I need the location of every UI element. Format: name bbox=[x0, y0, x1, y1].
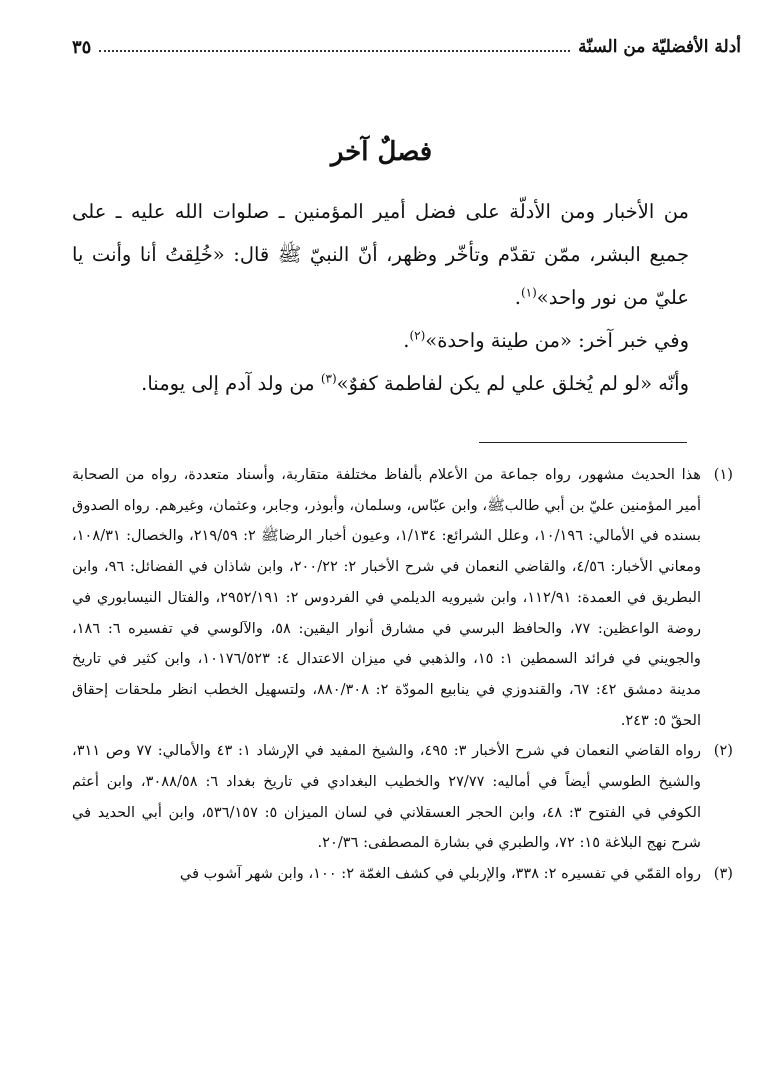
paragraph-1-end: . bbox=[514, 286, 521, 309]
running-header bbox=[72, 34, 741, 60]
paragraph-2 bbox=[72, 319, 729, 362]
paragraph-1-text: من الأخبار ومن الأدلّة على فضل أمير المؤمنين ـ صلوات الله عليه ـ على جميع البشر، ممّن تقدّم وتأخّر وظهر، أنّ النبيّ ﷺ قال: «خُلِقتُ أنا وأنت يا عليّ من نور واحد» bbox=[72, 200, 689, 309]
header-dot-leader bbox=[99, 50, 570, 52]
footnote-text: هذا الحديث مشهور، رواه جماعة من الأعلام بألفاظ مختلفة متقاربة، وأسناد متعددة، رواه من الصحابة أمير المؤمنين عليّ بن أبي طالبﷺ، وابن عبّاس، وسلمان، وأبوذر، وجابر، وعثمان، وغيرهم. رواه الصدوق بسنده في الأمالي: ١٠/١٩٦، وعلل الشرائع: ١/١٣٤، وعيون أخبار الرضاﷺ ٢: ٢١٩/٥٩، والخصال: ١٠٨/٣١، ومعاني الأخبار: ٤/٥٦، والقاضي النعمان في شرح الأخبار ٢: ٢٠٠/٢٢، وابن شاذان في الفضائل: ٩٦، وابن البطريق في العمدة: ١١٢/٩١، وابن شيرويه الديلمي في الفردوس ٢: ٢٩٥٢/١٩١، والفتال النيسابوري في روضة الواعظين: ٧٧، والحافظ البرسي في مشارق أنوار اليقين: ٥٨، والآلوسي في تفسيره ٦: ١٨٦، والجويني في فرائد السمطين ١: ١٥، والذهبي في ميزان الاعتدال ٤: ١٠١٧٦/٥٢٣، وابن كثير في تاريخ مدينة دمشق ٤٢: ٦٧، والقندوزي في ينابيع المودّة ٢: ٨٨٠/٣٠٨، ولتسهيل الخطب انظر ملحقات إحقاق الحقّ ٥: ٢٤٣. bbox=[72, 466, 702, 729]
footnote-ref-1: (١) bbox=[520, 285, 537, 300]
paragraph-1 bbox=[72, 190, 729, 319]
footnote-ref-2: (٢) bbox=[409, 328, 426, 343]
paragraph-2-end: . bbox=[403, 329, 410, 352]
footnote-text: رواه القاضي النعمان في شرح الأخبار ٣: ٤٩٥، والشيخ المفيد في الإرشاد ١: ٤٣ والأمالي: ٧٧ وص ٣١١، والشيخ الطوسي أيضاً في أماليه: ٢٧/٧٧ والخطيب البغدادي في تاريخ بغداد ٦: ٣٠٨٨/٥٨، وابن أعثم الكوفي في الفتوح ٣: ٤٨، وابن الحجر العسقلاني في لسان الميزان ٥: ٥٣٦/١٥٧، وابن أبي الحديد في شرح نهج البلاغة ١٥: ٧٢، والطبري في بشارة المصطفى: ٢٠/٣٦. bbox=[72, 742, 702, 852]
footnote-number: (٣) bbox=[713, 865, 733, 883]
footnote-number: (٢) bbox=[713, 742, 733, 760]
paragraph-2-text: وفي خبر آخر: «من طينة واحدة» bbox=[425, 329, 689, 352]
paragraph-3 bbox=[72, 362, 729, 405]
main-text bbox=[72, 190, 729, 405]
paragraph-3-end: من ولد آدم إلى يومنا. bbox=[141, 372, 321, 395]
footnotes bbox=[72, 460, 733, 890]
footnote-divider bbox=[479, 442, 687, 443]
section-heading: فصلٌ آخر bbox=[330, 137, 433, 167]
footnote-3 bbox=[72, 859, 733, 890]
running-title: أدلة الأفضليّة من السنّة bbox=[578, 37, 741, 57]
footnote-2 bbox=[72, 736, 733, 859]
footnote-number: (١) bbox=[713, 466, 733, 483]
footnote-text: رواه القمّي في تفسيره ٢: ٣٣٨، والإربلي في كشف الغمّة ٢: ١٠٠، وابن شهر آشوب في bbox=[179, 865, 701, 883]
page-number: ٣٥ bbox=[72, 36, 92, 58]
paragraph-3-text: وأنّه «لو لم يُخلق علي لم يكن لفاطمة كفوٌ» bbox=[336, 372, 689, 395]
footnote-ref-3: (٣) bbox=[320, 371, 337, 386]
footnote-1 bbox=[72, 460, 733, 736]
